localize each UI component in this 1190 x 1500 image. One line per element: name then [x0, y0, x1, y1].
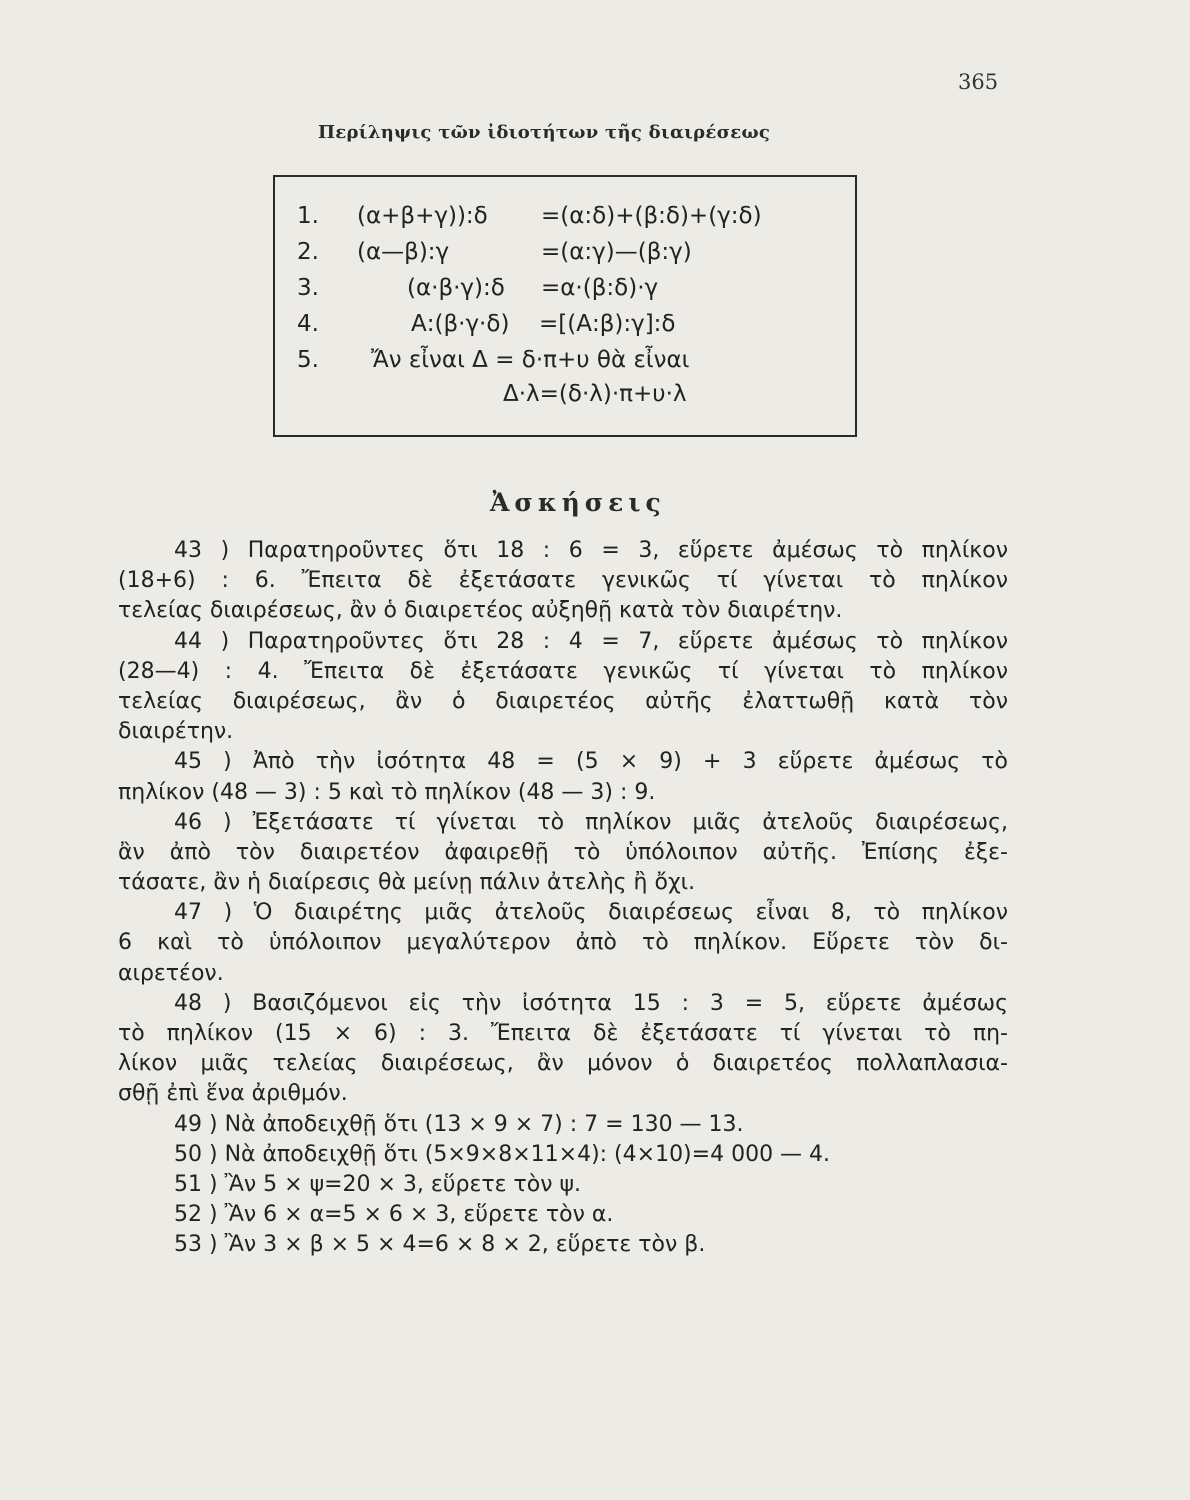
exercise-line: (28—4) : 4. Ἔπειτα δὲ ἐξετάσατε γενικῶς τί γίνεται τὸ πηλίκον: [118, 658, 1008, 684]
formula-lhs: Α:(β·γ·δ): [411, 311, 510, 337]
exercise-line: πηλίκον (48 — 3) : 5 καὶ τὸ πηλίκον (48 — 3) : 9.: [118, 779, 656, 805]
exercise-line: 49 ) Νὰ ἀποδειχθῇ ὅτι (13 × 9 × 7) : 7 = 130 — 13.: [174, 1111, 744, 1137]
page-number: 365: [958, 70, 999, 94]
formula-row-4: [275, 311, 855, 345]
exercise-line: τελείας διαιρέσεως, ἂν ὁ διαιρετέος αὐξηθῇ κατὰ τὸν διαιρέτην.: [118, 598, 843, 624]
exercise-line: τὸ πηλίκον (15 × 6) : 3. Ἔπειτα δὲ ἐξετάσατε τί γίνεται τὸ πη-: [118, 1021, 1008, 1046]
exercise-line: 6 καὶ τὸ ὑπόλοιπον μεγαλύτερον ἀπὸ τὸ πηλίκον. Εὕρετε τὸν δι-: [118, 930, 1008, 956]
formula-rhs: =α·(β:δ)·γ: [541, 275, 659, 301]
exercise-line: 46 ) Ἐξετάσατε τί γίνεται τὸ πηλίκον μιᾶς ἀτελοῦς διαιρέσεως,: [174, 809, 1008, 835]
formula-row-3: [275, 275, 855, 309]
formula-rhs: =(α:γ)—(β:γ): [541, 239, 692, 265]
formula-row-2: [275, 239, 855, 273]
exercise-line: 48 ) Βασιζόμενοι εἰς τὴν ἰσότητα 15 : 3 = 5, εὕρετε ἀμέσως: [174, 990, 1008, 1016]
exercises-heading: Ἀσκήσεις: [490, 488, 666, 517]
formula-rhs: =[(Α:β):γ]:δ: [539, 311, 676, 337]
formula-number: 5.: [297, 347, 319, 373]
formula-lhs: (α·β·γ):δ: [407, 275, 505, 301]
exercise-line: αιρετέον.: [118, 960, 224, 986]
exercise-line: 52 ) Ἂν 6 × α=5 × 6 × 3, εὕρετε τὸν α.: [174, 1202, 614, 1228]
formula-lhs: (α—β):γ: [357, 239, 450, 265]
formula-number: 3.: [297, 275, 319, 301]
formula-row-1: [275, 203, 855, 237]
exercise-line: τάσατε, ἂν ἡ διαίρεσις θὰ μείνῃ πάλιν ἀτελὴς ἢ ὄχι.: [118, 870, 696, 896]
exercise-list: [118, 536, 1008, 1261]
formula-number: 1.: [297, 203, 319, 229]
formula-rhs: =(α:δ)+(β:δ)+(γ:δ): [541, 203, 762, 229]
formula-number: 2.: [297, 239, 319, 265]
formula-row-5: [275, 347, 855, 381]
formula-continuation: Δ·λ=(δ·λ)·π+υ·λ: [503, 381, 687, 407]
formula-lhs: Ἄν εἶναι Δ = δ·π+υ θὰ εἶναι: [371, 347, 690, 373]
exercise-line: 51 ) Ἂν 5 × ψ=20 × 3, εὕρετε τὸν ψ.: [174, 1171, 582, 1197]
exercise-line: 45 ) Ἀπὸ τὴν ἰσότητα 48 = (5 × 9) + 3 εὕρετε ἀμέσως τὸ: [174, 749, 1008, 775]
exercise-line: 44 ) Παρατηροῦντες ὅτι 28 : 4 = 7, εὕρετε ἀμέσως τὸ πηλίκον: [174, 628, 1008, 654]
exercise-line: λίκον μιᾶς τελείας διαιρέσεως, ἂν μόνον ὁ διαιρετέος πολλαπλασια-: [118, 1051, 1008, 1077]
exercise-line: (18+6) : 6. Ἔπειτα δὲ ἐξετάσατε γενικῶς τί γίνεται τὸ πηλίκον: [118, 568, 1008, 594]
exercise-line: ἂν ἀπὸ τὸν διαιρετέον ἀφαιρεθῇ τὸ ὑπόλοιπον αὐτῆς. Ἐπίσης ἐξε-: [118, 839, 1008, 865]
summary-box: [273, 175, 857, 437]
exercise-line: διαιρέτην.: [118, 719, 234, 745]
summary-title: Περίληψις τῶν ἰδιοτήτων τῆς διαιρέσεως: [318, 122, 771, 143]
formula-number: 4.: [297, 311, 319, 337]
exercise-line: τελείας διαιρέσεως, ἂν ὁ διαιρετέος αὐτῆς ἐλαττωθῇ κατὰ τὸν: [118, 688, 1008, 714]
exercise-line: 50 ) Νὰ ἀποδειχθῇ ὅτι (5×9×8×11×4): (4×10)=4 000 — 4.: [174, 1141, 831, 1167]
exercise-line: 43 ) Παρατηροῦντες ὅτι 18 : 6 = 3, εὕρετε ἀμέσως τὸ πηλίκον: [174, 538, 1008, 563]
formula-row-5-continuation: [275, 381, 855, 415]
exercise-line: 53 ) Ἂν 3 × β × 5 × 4=6 × 8 × 2, εὕρετε τὸν β.: [174, 1232, 706, 1258]
formula-lhs: (α+β+γ)):δ: [357, 203, 488, 229]
exercise-line: 47 ) Ὁ διαιρέτης μιᾶς ἀτελοῦς διαιρέσεως εἶναι 8, τὸ πηλίκον: [174, 900, 1008, 926]
exercise-line: σθῇ ἐπὶ ἕνα ἀριθμόν.: [118, 1081, 348, 1107]
